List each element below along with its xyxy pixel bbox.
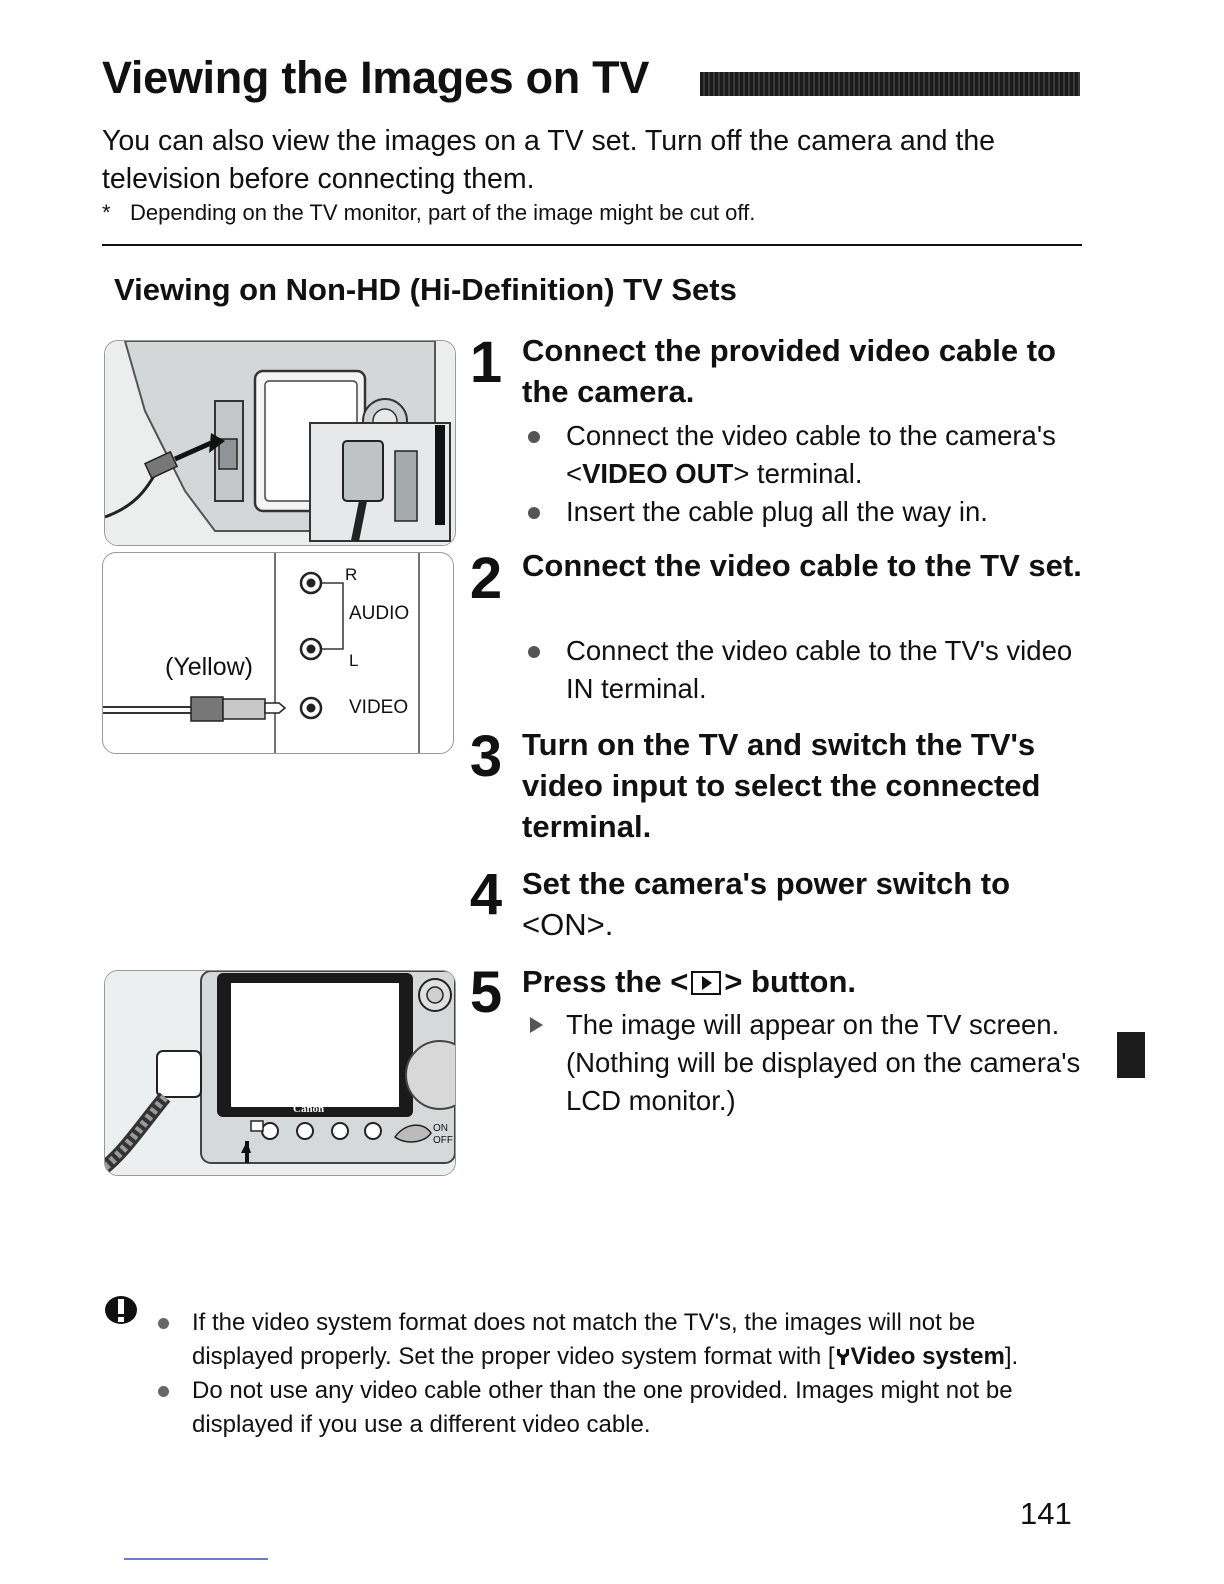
audio-l-label: L: [349, 651, 359, 670]
page-number: 141: [1020, 1496, 1072, 1531]
bullet-icon: [158, 1386, 169, 1397]
play-button-icon: [691, 971, 721, 995]
step-2-number: 2: [469, 546, 503, 611]
title-decor-bar: [700, 72, 1080, 96]
setup-wrench-icon: [835, 1347, 851, 1367]
step-4-title: Set the camera's power switch to <ON>.: [522, 866, 1011, 942]
footnote: [102, 200, 755, 226]
footnote-marker: *: [102, 200, 111, 225]
camera-back-illustration: [105, 971, 455, 1175]
step-4-number: 4: [469, 862, 503, 927]
video-label: VIDEO: [349, 697, 409, 718]
step-1-title: Connect the provided video cable to the camera.: [522, 333, 1056, 409]
caution-icon: [103, 1294, 139, 1326]
result-arrow-icon: [530, 1017, 543, 1033]
power-on-label: ON: [433, 1123, 448, 1134]
step-2-bullets: [522, 632, 1082, 708]
step-5-number: 5: [469, 960, 503, 1025]
section-heading: Viewing on Non-HD (Hi-Definition) TV Sets: [114, 272, 737, 307]
bullet-icon: [528, 431, 540, 443]
bullet-icon: [528, 646, 540, 658]
video-out-terminal: VIDEO OUT: [582, 458, 734, 489]
intro-text: You can also view the images on a TV set. Turn off the camera and the television before connecting them.: [102, 125, 996, 195]
step-3-title: Turn on the TV and switch the TV's video input to select the connected terminal.: [522, 727, 1041, 844]
power-off-label: OFF: [433, 1135, 453, 1146]
chapter-tab-marker: [1117, 1032, 1145, 1078]
audio-r-label: R: [345, 565, 358, 584]
yellow-label: (Yellow): [165, 653, 254, 681]
step-3-number: 3: [469, 724, 503, 789]
audio-label: AUDIO: [349, 603, 410, 624]
bullet-icon: [528, 507, 540, 519]
list-item: Insert the cable plug all the way in.: [522, 493, 1082, 531]
bottom-rule: [124, 1558, 268, 1560]
list-item: Connect the video cable to the camera's <VIDEO OUT> terminal.: [522, 417, 1082, 493]
tv-terminal-figure: [102, 552, 454, 754]
camera-brand: Canon: [293, 1103, 325, 1115]
page-title: Viewing the Images on TV: [102, 52, 650, 103]
camera-back-figure: [104, 970, 456, 1176]
step-2-title: Connect the video cable to the TV set.: [522, 548, 1082, 583]
step-1-number: 1: [469, 330, 503, 395]
list-item: Connect the video cable to the TV's video IN terminal.: [522, 632, 1082, 708]
list-item: The image will appear on the TV screen. (Nothing will be displayed on the camera's LCD monitor.): [522, 1006, 1082, 1120]
tv-terminal-diagram: [103, 553, 453, 753]
footnote-text: Depending on the TV monitor, part of the image might be cut off.: [130, 200, 756, 225]
step-5-title: Press the < > button.: [522, 964, 857, 999]
caution-notes: [158, 1306, 1078, 1442]
bullet-icon: [158, 1318, 169, 1329]
list-item: If the video system format does not match the TV's, the images will not be displayed properly. Set the proper video system format with [ Video system].: [158, 1306, 1078, 1374]
camera-connection-figure: [104, 340, 456, 546]
camera-connection-illustration: [105, 341, 455, 545]
step-1-bullets: [522, 417, 1082, 531]
section-divider: [102, 244, 1082, 246]
step-5-bullets: [522, 1006, 1082, 1120]
list-item: Do not use any video cable other than the one provided. Images might not be displayed if you use a different video cable.: [158, 1374, 1078, 1442]
